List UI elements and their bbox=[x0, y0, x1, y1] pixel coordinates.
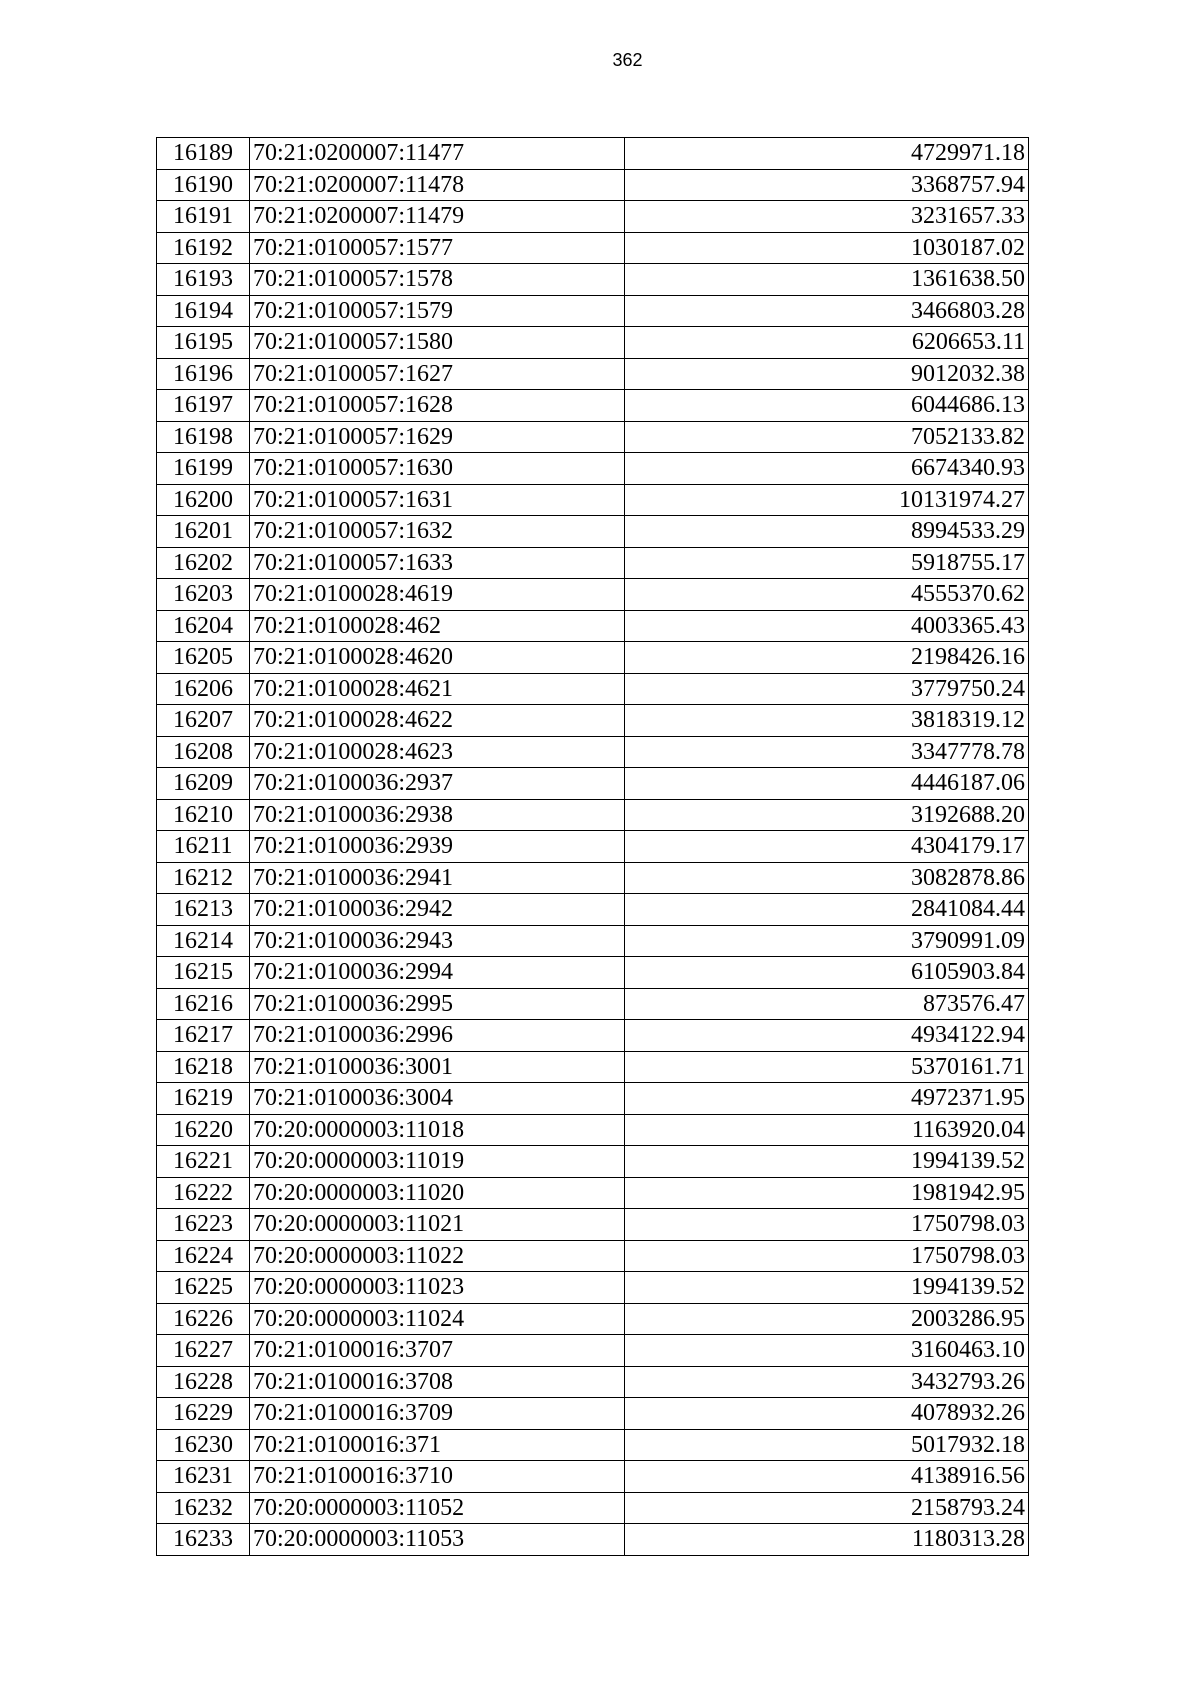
table-row bbox=[157, 831, 1029, 863]
value-cell: 4138916.56 bbox=[625, 1461, 1029, 1493]
cadastral-number-cell: 70:20:0000003:11020 bbox=[250, 1177, 625, 1209]
table-row bbox=[157, 295, 1029, 327]
cadastral-number-cell: 70:21:0100016:3707 bbox=[250, 1335, 625, 1367]
value-cell: 5017932.18 bbox=[625, 1429, 1029, 1461]
cadastral-number-cell: 70:21:0100036:2938 bbox=[250, 799, 625, 831]
row-number-cell: 16227 bbox=[157, 1335, 250, 1367]
value-cell: 3082878.86 bbox=[625, 862, 1029, 894]
table-row bbox=[157, 453, 1029, 485]
cadastral-number-cell: 70:21:0100016:3710 bbox=[250, 1461, 625, 1493]
value-cell: 3818319.12 bbox=[625, 705, 1029, 737]
row-number-cell: 16190 bbox=[157, 169, 250, 201]
row-number-cell: 16219 bbox=[157, 1083, 250, 1115]
value-cell: 3347778.78 bbox=[625, 736, 1029, 768]
cadastral-number-cell: 70:20:0000003:11024 bbox=[250, 1303, 625, 1335]
table-row bbox=[157, 1429, 1029, 1461]
table-row bbox=[157, 642, 1029, 674]
table-row bbox=[157, 1492, 1029, 1524]
row-number-cell: 16207 bbox=[157, 705, 250, 737]
table-row bbox=[157, 862, 1029, 894]
value-cell: 1981942.95 bbox=[625, 1177, 1029, 1209]
table-row bbox=[157, 799, 1029, 831]
cadastral-number-cell: 70:21:0100036:2995 bbox=[250, 988, 625, 1020]
table-body bbox=[157, 138, 1029, 1556]
cadastral-number-cell: 70:21:0100057:1578 bbox=[250, 264, 625, 296]
cadastral-number-cell: 70:21:0100036:2942 bbox=[250, 894, 625, 926]
table-row bbox=[157, 1083, 1029, 1115]
cadastral-number-cell: 70:20:0000003:11052 bbox=[250, 1492, 625, 1524]
cadastral-number-cell: 70:20:0000003:11022 bbox=[250, 1240, 625, 1272]
cadastral-number-cell: 70:21:0100028:4620 bbox=[250, 642, 625, 674]
row-number-cell: 16191 bbox=[157, 201, 250, 233]
value-cell: 1994139.52 bbox=[625, 1272, 1029, 1304]
cadastral-number-cell: 70:21:0100057:1627 bbox=[250, 358, 625, 390]
cadastral-number-cell: 70:21:0100016:371 bbox=[250, 1429, 625, 1461]
row-number-cell: 16203 bbox=[157, 579, 250, 611]
value-cell: 7052133.82 bbox=[625, 421, 1029, 453]
table-row bbox=[157, 1146, 1029, 1178]
page-number: 362 bbox=[612, 50, 643, 70]
value-cell: 6105903.84 bbox=[625, 957, 1029, 989]
data-table bbox=[156, 137, 1029, 1556]
cadastral-number-cell: 70:20:0000003:11021 bbox=[250, 1209, 625, 1241]
cadastral-number-cell: 70:21:0100016:3709 bbox=[250, 1398, 625, 1430]
value-cell: 1030187.02 bbox=[625, 232, 1029, 264]
row-number-cell: 16194 bbox=[157, 295, 250, 327]
cadastral-number-cell: 70:21:0100036:2943 bbox=[250, 925, 625, 957]
row-number-cell: 16221 bbox=[157, 1146, 250, 1178]
value-cell: 4972371.95 bbox=[625, 1083, 1029, 1115]
row-number-cell: 16195 bbox=[157, 327, 250, 359]
row-number-cell: 16211 bbox=[157, 831, 250, 863]
value-cell: 3790991.09 bbox=[625, 925, 1029, 957]
value-cell: 4446187.06 bbox=[625, 768, 1029, 800]
value-cell: 6674340.93 bbox=[625, 453, 1029, 485]
table-row bbox=[157, 610, 1029, 642]
table-row bbox=[157, 264, 1029, 296]
table-row bbox=[157, 390, 1029, 422]
row-number-cell: 16228 bbox=[157, 1366, 250, 1398]
table-row bbox=[157, 169, 1029, 201]
table-row bbox=[157, 673, 1029, 705]
table-row bbox=[157, 1177, 1029, 1209]
cadastral-number-cell: 70:21:0100036:2996 bbox=[250, 1020, 625, 1052]
row-number-cell: 16223 bbox=[157, 1209, 250, 1241]
row-number-cell: 16210 bbox=[157, 799, 250, 831]
value-cell: 3368757.94 bbox=[625, 169, 1029, 201]
table-row bbox=[157, 327, 1029, 359]
cadastral-number-cell: 70:21:0100036:2941 bbox=[250, 862, 625, 894]
row-number-cell: 16189 bbox=[157, 138, 250, 170]
cadastral-number-cell: 70:21:0100036:3001 bbox=[250, 1051, 625, 1083]
table-row bbox=[157, 1240, 1029, 1272]
value-cell: 3160463.10 bbox=[625, 1335, 1029, 1367]
cadastral-number-cell: 70:21:0100016:3708 bbox=[250, 1366, 625, 1398]
cadastral-number-cell: 70:21:0100057:1577 bbox=[250, 232, 625, 264]
value-cell: 6044686.13 bbox=[625, 390, 1029, 422]
value-cell: 9012032.38 bbox=[625, 358, 1029, 390]
cadastral-number-cell: 70:21:0100028:4623 bbox=[250, 736, 625, 768]
row-number-cell: 16226 bbox=[157, 1303, 250, 1335]
table-row bbox=[157, 768, 1029, 800]
table-row bbox=[157, 201, 1029, 233]
table-row bbox=[157, 484, 1029, 516]
row-number-cell: 16222 bbox=[157, 1177, 250, 1209]
cadastral-number-cell: 70:20:0000003:11053 bbox=[250, 1524, 625, 1556]
row-number-cell: 16193 bbox=[157, 264, 250, 296]
table-row bbox=[157, 957, 1029, 989]
value-cell: 1180313.28 bbox=[625, 1524, 1029, 1556]
cadastral-number-cell: 70:21:0100057:1633 bbox=[250, 547, 625, 579]
table-row bbox=[157, 1272, 1029, 1304]
row-number-cell: 16198 bbox=[157, 421, 250, 453]
row-number-cell: 16205 bbox=[157, 642, 250, 674]
cadastral-number-cell: 70:21:0100057:1580 bbox=[250, 327, 625, 359]
row-number-cell: 16229 bbox=[157, 1398, 250, 1430]
cadastral-number-cell: 70:21:0100057:1579 bbox=[250, 295, 625, 327]
cadastral-number-cell: 70:21:0100028:4621 bbox=[250, 673, 625, 705]
row-number-cell: 16212 bbox=[157, 862, 250, 894]
table-row bbox=[157, 988, 1029, 1020]
row-number-cell: 16208 bbox=[157, 736, 250, 768]
row-number-cell: 16230 bbox=[157, 1429, 250, 1461]
value-cell: 3192688.20 bbox=[625, 799, 1029, 831]
value-cell: 4729971.18 bbox=[625, 138, 1029, 170]
row-number-cell: 16204 bbox=[157, 610, 250, 642]
table-row bbox=[157, 1209, 1029, 1241]
row-number-cell: 16215 bbox=[157, 957, 250, 989]
value-cell: 1750798.03 bbox=[625, 1209, 1029, 1241]
value-cell: 1994139.52 bbox=[625, 1146, 1029, 1178]
table-row bbox=[157, 1303, 1029, 1335]
row-number-cell: 16233 bbox=[157, 1524, 250, 1556]
row-number-cell: 16201 bbox=[157, 516, 250, 548]
value-cell: 4555370.62 bbox=[625, 579, 1029, 611]
value-cell: 8994533.29 bbox=[625, 516, 1029, 548]
value-cell: 2003286.95 bbox=[625, 1303, 1029, 1335]
value-cell: 2198426.16 bbox=[625, 642, 1029, 674]
row-number-cell: 16214 bbox=[157, 925, 250, 957]
value-cell: 4934122.94 bbox=[625, 1020, 1029, 1052]
value-cell: 2158793.24 bbox=[625, 1492, 1029, 1524]
value-cell: 4304179.17 bbox=[625, 831, 1029, 863]
cadastral-number-cell: 70:21:0100028:462 bbox=[250, 610, 625, 642]
table-row bbox=[157, 516, 1029, 548]
cadastral-number-cell: 70:20:0000003:11023 bbox=[250, 1272, 625, 1304]
row-number-cell: 16225 bbox=[157, 1272, 250, 1304]
value-cell: 3231657.33 bbox=[625, 201, 1029, 233]
row-number-cell: 16197 bbox=[157, 390, 250, 422]
cadastral-number-cell: 70:21:0100057:1630 bbox=[250, 453, 625, 485]
table-row bbox=[157, 358, 1029, 390]
table-row bbox=[157, 1398, 1029, 1430]
cadastral-number-cell: 70:21:0100057:1628 bbox=[250, 390, 625, 422]
cadastral-number-cell: 70:21:0100028:4622 bbox=[250, 705, 625, 737]
cadastral-number-cell: 70:20:0000003:11019 bbox=[250, 1146, 625, 1178]
table-row bbox=[157, 1051, 1029, 1083]
row-number-cell: 16216 bbox=[157, 988, 250, 1020]
cadastral-number-cell: 70:21:0100057:1632 bbox=[250, 516, 625, 548]
table-row bbox=[157, 547, 1029, 579]
cadastral-number-cell: 70:21:0100036:2939 bbox=[250, 831, 625, 863]
value-cell: 1361638.50 bbox=[625, 264, 1029, 296]
row-number-cell: 16200 bbox=[157, 484, 250, 516]
table-row bbox=[157, 1335, 1029, 1367]
value-cell: 5370161.71 bbox=[625, 1051, 1029, 1083]
table-row bbox=[157, 894, 1029, 926]
cadastral-number-cell: 70:21:0100036:3004 bbox=[250, 1083, 625, 1115]
row-number-cell: 16192 bbox=[157, 232, 250, 264]
value-cell: 5918755.17 bbox=[625, 547, 1029, 579]
row-number-cell: 16231 bbox=[157, 1461, 250, 1493]
value-cell: 1750798.03 bbox=[625, 1240, 1029, 1272]
table-row bbox=[157, 705, 1029, 737]
cadastral-number-cell: 70:21:0200007:11478 bbox=[250, 169, 625, 201]
table-row bbox=[157, 421, 1029, 453]
row-number-cell: 16209 bbox=[157, 768, 250, 800]
value-cell: 3466803.28 bbox=[625, 295, 1029, 327]
value-cell: 873576.47 bbox=[625, 988, 1029, 1020]
table-row bbox=[157, 1020, 1029, 1052]
value-cell: 4003365.43 bbox=[625, 610, 1029, 642]
table-row bbox=[157, 736, 1029, 768]
table-row bbox=[157, 925, 1029, 957]
table-row bbox=[157, 232, 1029, 264]
table-row bbox=[157, 579, 1029, 611]
row-number-cell: 16232 bbox=[157, 1492, 250, 1524]
cadastral-number-cell: 70:21:0100036:2994 bbox=[250, 957, 625, 989]
table-row bbox=[157, 1114, 1029, 1146]
value-cell: 6206653.11 bbox=[625, 327, 1029, 359]
row-number-cell: 16224 bbox=[157, 1240, 250, 1272]
row-number-cell: 16220 bbox=[157, 1114, 250, 1146]
cadastral-number-cell: 70:20:0000003:11018 bbox=[250, 1114, 625, 1146]
row-number-cell: 16213 bbox=[157, 894, 250, 926]
table-row bbox=[157, 1524, 1029, 1556]
value-cell: 1163920.04 bbox=[625, 1114, 1029, 1146]
row-number-cell: 16217 bbox=[157, 1020, 250, 1052]
cadastral-number-cell: 70:21:0200007:11477 bbox=[250, 138, 625, 170]
row-number-cell: 16218 bbox=[157, 1051, 250, 1083]
value-cell: 4078932.26 bbox=[625, 1398, 1029, 1430]
cadastral-number-cell: 70:21:0200007:11479 bbox=[250, 201, 625, 233]
row-number-cell: 16196 bbox=[157, 358, 250, 390]
value-cell: 2841084.44 bbox=[625, 894, 1029, 926]
table-row bbox=[157, 1366, 1029, 1398]
value-cell: 3432793.26 bbox=[625, 1366, 1029, 1398]
cadastral-number-cell: 70:21:0100057:1629 bbox=[250, 421, 625, 453]
cadastral-number-cell: 70:21:0100028:4619 bbox=[250, 579, 625, 611]
value-cell: 10131974.27 bbox=[625, 484, 1029, 516]
row-number-cell: 16206 bbox=[157, 673, 250, 705]
table-row bbox=[157, 138, 1029, 170]
cadastral-number-cell: 70:21:0100057:1631 bbox=[250, 484, 625, 516]
value-cell: 3779750.24 bbox=[625, 673, 1029, 705]
table-row bbox=[157, 1461, 1029, 1493]
row-number-cell: 16199 bbox=[157, 453, 250, 485]
cadastral-number-cell: 70:21:0100036:2937 bbox=[250, 768, 625, 800]
row-number-cell: 16202 bbox=[157, 547, 250, 579]
